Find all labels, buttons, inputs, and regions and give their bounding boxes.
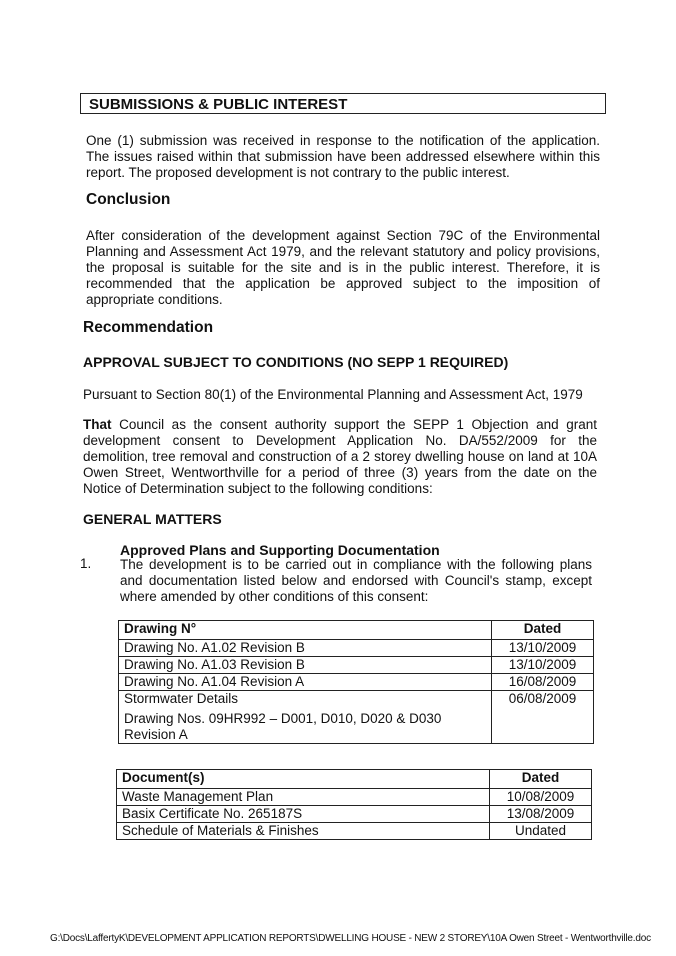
drawings-table — [118, 620, 594, 744]
recommendation-heading: Recommendation — [83, 319, 214, 336]
condition-heading: Approved Plans and Supporting Documentation — [120, 542, 440, 558]
pursuant-paragraph: Pursuant to Section 80(1) of the Environmental Planning and Assessment Act, 1979 — [83, 387, 583, 402]
date-cell: 06/08/2009 — [492, 691, 594, 744]
date-cell: 13/10/2009 — [492, 657, 594, 674]
condition-number: 1. — [80, 556, 92, 571]
table-row — [119, 674, 594, 691]
table-row — [119, 640, 594, 657]
documents-table — [116, 769, 592, 840]
document-cell: Basix Certificate No. 265187S — [117, 806, 490, 823]
general-matters-heading: GENERAL MATTERS — [83, 511, 222, 527]
date-cell: 16/08/2009 — [492, 674, 594, 691]
resolution-text: Council as the consent authority support the SEPP 1 Objection and grant development consent to Development Application No. DA/552/2009 for the demolition, tree removal and construction of a 2 storey dwelling house on land at 10A Owen Street, Wentworthville for a period of three (3) years from the date on the Notice of Determination subject to the following conditions: — [83, 417, 597, 496]
documents-header-dated: Dated — [490, 770, 592, 789]
table-row — [119, 691, 594, 744]
footer-file-path: G:\Docs\LaffertyK\DEVELOPMENT APPLICATION REPORTS\DWELLING HOUSE - NEW 2 STOREY\10A Owen Street - Wentworthville.doc — [50, 933, 651, 944]
approval-heading: APPROVAL SUBJECT TO CONDITIONS (NO SEPP 1 REQUIRED) — [83, 354, 509, 370]
document-cell: Schedule of Materials & Finishes — [117, 823, 490, 840]
date-cell: Undated — [490, 823, 592, 840]
drawing-cell: Drawing No. A1.03 Revision B — [119, 657, 492, 674]
section-heading-box: SUBMISSIONS & PUBLIC INTEREST — [80, 93, 606, 114]
table-row — [117, 806, 592, 823]
table-row — [117, 789, 592, 806]
date-cell: 13/08/2009 — [490, 806, 592, 823]
stormwater-title: Stormwater Details — [124, 691, 239, 706]
resolution-paragraph — [83, 417, 597, 497]
document-cell: Waste Management Plan — [117, 789, 490, 806]
date-cell: 10/08/2009 — [490, 789, 592, 806]
stormwater-cell — [119, 691, 492, 744]
conclusion-heading: Conclusion — [86, 191, 171, 208]
condition-paragraph: The development is to be carried out in compliance with the following plans and documentation listed below and endorsed with Council's stamp, except where amended by other conditions of this consent: — [120, 557, 592, 604]
drawing-cell: Drawing No. A1.02 Revision B — [119, 640, 492, 657]
drawing-cell: Drawing No. A1.04 Revision A — [119, 674, 492, 691]
date-cell: 13/10/2009 — [492, 640, 594, 657]
table-row — [117, 823, 592, 840]
stormwater-detail: Drawing Nos. 09HR992 – D001, D010, D020 & D030 Revision A — [124, 711, 442, 742]
that-label: That — [83, 417, 112, 432]
submissions-paragraph: One (1) submission was received in response to the notification of the application. The issues raised within that submission have been addressed elsewhere within this report. The proposed development is not contrary to the public interest. — [86, 133, 600, 180]
table-row — [119, 657, 594, 674]
drawings-header-dated: Dated — [492, 621, 594, 640]
documents-header-document: Document(s) — [117, 770, 490, 789]
conclusion-paragraph: After consideration of the development against Section 79C of the Environmental Planning and Assessment Act 1979, and the relevant statutory and policy provisions, the proposal is suitable for the site and is in the public interest. Therefore, it is recommended that the application be approved subject to the imposition of appropriate conditions. — [86, 228, 600, 307]
drawings-header-drawing: Drawing N° — [119, 621, 492, 640]
